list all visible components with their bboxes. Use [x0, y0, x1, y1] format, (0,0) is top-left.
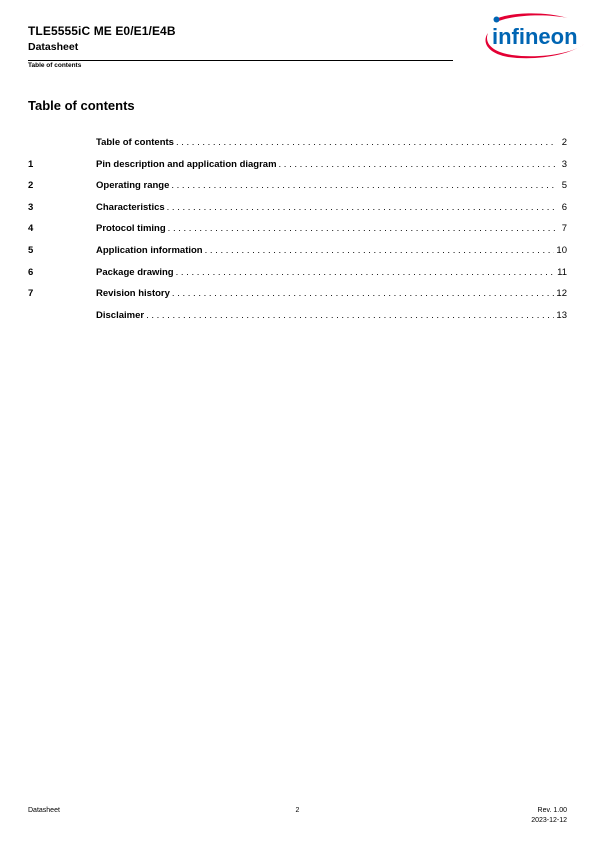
toc-entry-title[interactable]: Revision history: [96, 288, 170, 300]
toc-leader-dots: [172, 288, 555, 299]
toc-entry[interactable]: [28, 180, 567, 202]
logo-wordmark: infineon: [492, 24, 578, 49]
toc-entry-number: 6: [28, 266, 34, 278]
toc-entry-page[interactable]: 12: [556, 288, 567, 300]
toc-entry-title[interactable]: Application information: [96, 244, 203, 256]
toc-entry-page[interactable]: 5: [561, 180, 567, 192]
toc-entry-number: 5: [28, 244, 34, 256]
toc-heading: Table of contents: [28, 98, 135, 113]
toc-leader-dots: [146, 310, 554, 321]
toc-entry-title[interactable]: Pin description and application diagram: [96, 158, 277, 170]
toc-entry-number: 2: [28, 180, 34, 192]
toc-entry-page[interactable]: 6: [561, 201, 567, 213]
toc-entry-link[interactable]: [96, 137, 567, 148]
running-section-title: Table of contents: [28, 62, 82, 69]
toc-entry-title[interactable]: Operating range: [96, 180, 170, 192]
toc-entry-page[interactable]: 13: [556, 309, 567, 321]
toc-entry-page[interactable]: 3: [561, 158, 567, 170]
toc-leader-dots: [279, 159, 555, 170]
footer-doc-type: Datasheet: [28, 807, 60, 814]
document-title: TLE5555iC ME E0/E1/E4B: [28, 24, 176, 38]
footer-page-number: 2: [295, 807, 300, 814]
toc-entry-link[interactable]: [96, 159, 567, 170]
toc-entry[interactable]: [28, 159, 567, 181]
toc-entry[interactable]: [28, 137, 567, 159]
toc-entry-link[interactable]: [96, 223, 567, 234]
toc-entry-number: 4: [28, 223, 34, 235]
toc-entry-link[interactable]: [96, 245, 567, 256]
toc-entry-page[interactable]: 2: [561, 137, 567, 148]
header-divider: [28, 60, 453, 61]
toc-entry[interactable]: [28, 267, 567, 289]
toc-entry-title[interactable]: Disclaimer: [96, 309, 145, 321]
toc-entry-number: 1: [28, 158, 34, 170]
toc-entry-title[interactable]: Characteristics: [96, 201, 165, 213]
toc-entry[interactable]: [28, 245, 567, 267]
toc-entry-link[interactable]: [96, 267, 567, 278]
toc-leader-dots: [176, 137, 555, 148]
toc-entry-page[interactable]: 11: [557, 266, 567, 278]
toc-leader-dots: [171, 180, 555, 191]
toc-entry-number: 7: [28, 288, 34, 300]
toc-leader-dots: [205, 245, 555, 256]
toc-leader-dots: [168, 223, 555, 234]
footer-date: 2023-12-12: [531, 817, 567, 824]
document-type: Datasheet: [28, 41, 79, 53]
toc-entry-page[interactable]: 10: [556, 244, 567, 256]
toc-leader-dots: [176, 267, 555, 278]
toc-entry-number: 3: [28, 201, 34, 213]
toc-entry-title[interactable]: Package drawing: [96, 266, 174, 278]
footer-revision: Rev. 1.00: [537, 807, 567, 814]
toc-entry[interactable]: [28, 223, 567, 245]
toc-entry[interactable]: [28, 310, 567, 332]
toc-entry[interactable]: [28, 202, 567, 224]
table-of-contents: [28, 137, 567, 331]
toc-entry-page[interactable]: 7: [561, 223, 567, 235]
infineon-logo: [478, 11, 586, 61]
toc-entry-link[interactable]: [96, 180, 567, 191]
toc-entry-link[interactable]: [96, 288, 567, 299]
toc-entry-title[interactable]: Table of contents: [96, 137, 174, 148]
toc-entry-link[interactable]: [96, 310, 567, 321]
toc-entry-title[interactable]: Protocol timing: [96, 223, 166, 235]
toc-entry[interactable]: [28, 288, 567, 310]
toc-entry-link[interactable]: [96, 202, 567, 213]
toc-leader-dots: [167, 202, 555, 213]
